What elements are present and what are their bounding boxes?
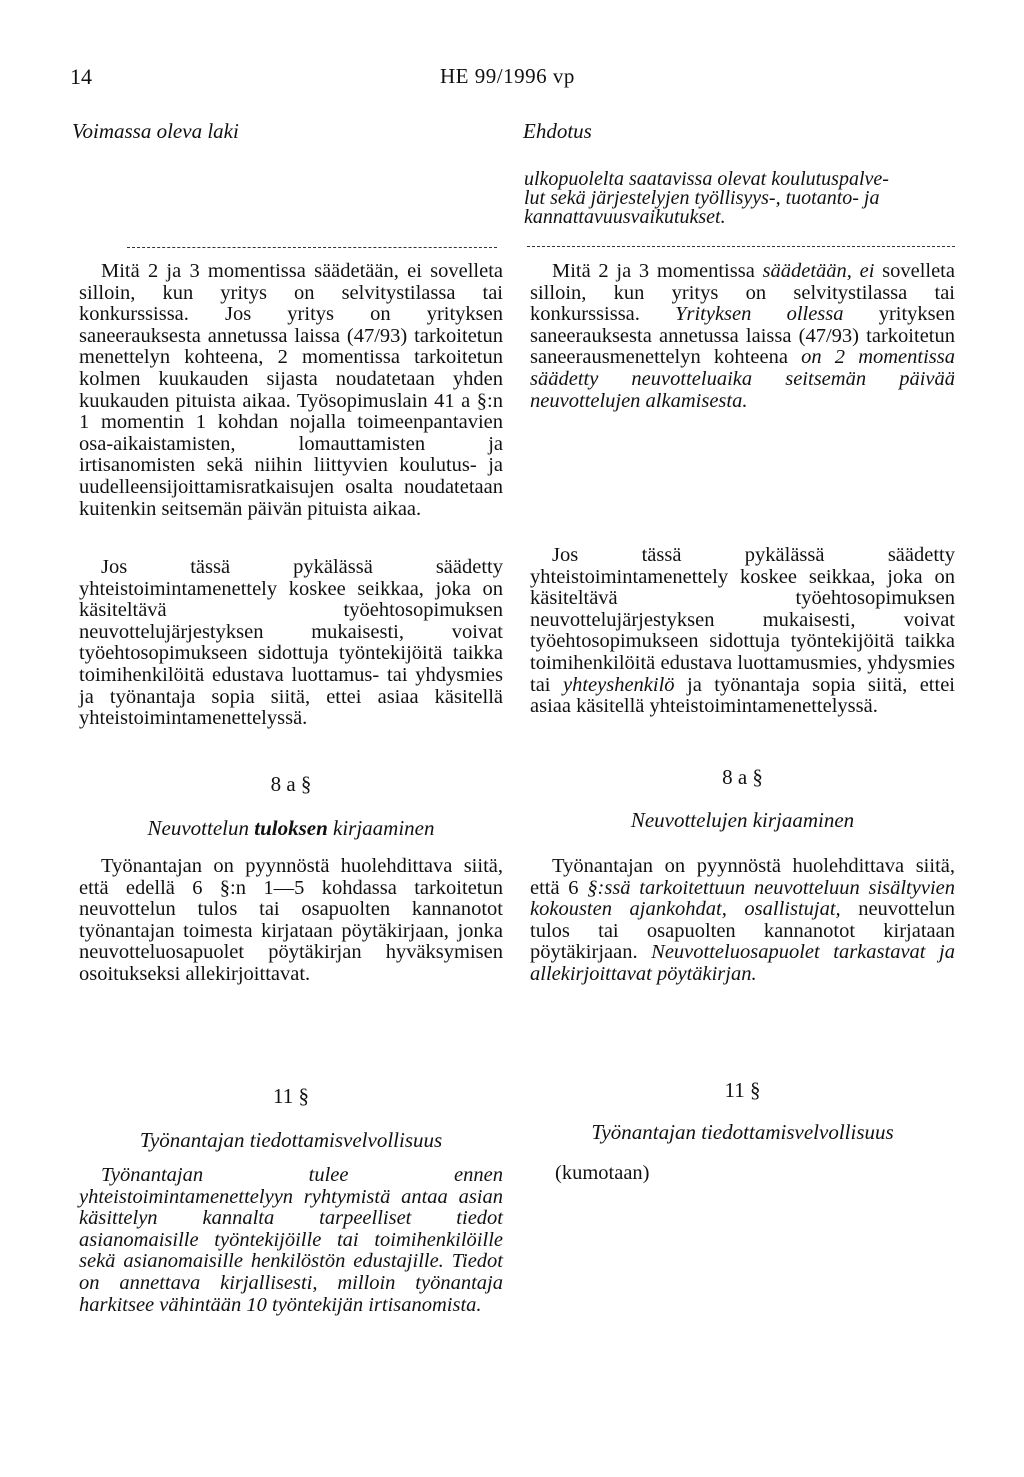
left-section-11-number: 11 § xyxy=(273,1084,309,1108)
left-dashed-separator xyxy=(127,247,497,248)
right-section-8a-title: Neuvottelujen kirjaaminen xyxy=(630,808,855,832)
left-column-heading: Voimassa oleva laki xyxy=(72,119,239,143)
left-section-11-title: Työnantajan tiedottamisvelvollisuus xyxy=(139,1128,443,1152)
left-section-8a-title: Neuvottelun tuloksen kirjaaminen xyxy=(147,816,435,840)
left-section-11-text: Työnantajan tulee ennen yhteistoimintamenettelyyn ryhtymistä antaa asian käsittelyn kannalta tarpeelliset tiedot asianomaisille työntekijöille tai toimihenkilöille sekä asianomaisille henkilöstön edustajille. Tiedot on annettava kirjallisesti, milloin työnantaja harkitsee vähintään 10 työntekijän irtisanomista. xyxy=(79,1164,503,1316)
right-column-heading: Ehdotus xyxy=(523,119,592,143)
right-section-8a-number: 8 a § xyxy=(722,765,763,789)
page-number: 14 xyxy=(70,64,92,89)
right-paragraph-1: Mitä 2 ja 3 momentissa säädetään, ei sovelleta silloin, kun yritys on selvitystilassa tai konkurssissa. Yrityksen ollessa yrityksen saneerauksesta annetussa laissa (47/93) tarkoitetun saneerausmenettelyn kohteena on 2 momentissa säädetty neuvotteluaika seitsemän päivää neuvottelujen alkamisesta. xyxy=(530,260,955,412)
document-code: HE 99/1996 vp xyxy=(440,64,575,88)
left-paragraph-1: Mitä 2 ja 3 momentissa säädetään, ei sovelleta silloin, kun yritys on selvitystilassa tai konkurssissa. Jos yritys on yrityksen saneerauksesta annetussa laissa (47/93) tarkoitetun menettelyn kohteena, 2 momentissa tarkoitetun kolmen kuukauden sijasta noudatetaan yhden kuukauden pituista aikaa. Työsopimuslain 41 a §:n 1 momentin 1 kohdan nojalla toimeenpantavien osa-aikaistamisten, lomauttamisten ja irtisanomisten sekä niihin liittyvien koulutus- ja uudelleensijoittamisratkaisujen osalta noudatetaan kuitenkin seitsemän päivän pituista aikaa. xyxy=(79,260,503,520)
right-continuation-text: ulkopuolelta saatavissa olevat koulutuspalve- lut sekä järjestelyjen työllisyys-, tuotanto- ja kannattavuusvaikutukset. xyxy=(524,168,889,228)
right-section-8a-text: Työnantajan on pyynnöstä huolehdittava siitä, että 6 §:ssä tarkoitettuun neuvotteluun sisältyvien kokousten ajankohdat, osallistujat, neuvottelun tulos tai osapuolten kannanotot kirjataan pöytäkirjaan. Neuvotteluosapuolet tarkastavat ja allekirjoittavat pöytäkirjan. xyxy=(530,855,955,985)
left-section-8a-number: 8 a § xyxy=(270,772,312,796)
left-paragraph-2: Jos tässä pykälässä säädetty yhteistoimintamenettely koskee seikkaa, joka on käsiteltävä työehtosopimuksen neuvottelujärjestyksen mukaisesti, voivat työehtosopimukseen sidottuja työntekijöitä taikka toimihenkilöitä edustava luottamus- tai yhdysmies ja työnantaja sopia siitä, ettei asiaa käsitellä yhteistoimintamenettelyssä. xyxy=(79,556,503,730)
right-section-11-text: (kumotaan) xyxy=(555,1162,650,1184)
right-dashed-separator xyxy=(527,246,955,247)
left-section-8a-text: Työnantajan on pyynnöstä huolehdittava siitä, että edellä 6 §:n 1—5 kohdassa tarkoitetun neuvottelun tulos tai osapuolten kannanotot työnantajan toimesta kirjataan pöytäkirjaan, jonka neuvotteluosapuolet pöytäkirjan hyväksymisen osoitukseksi allekirjoittavat. xyxy=(79,855,503,985)
right-section-11-title: Työnantajan tiedottamisvelvollisuus xyxy=(591,1120,894,1144)
right-paragraph-2: Jos tässä pykälässä säädetty yhteistoimintamenettely koskee seikkaa, joka on käsiteltävä työehtosopimuksen neuvottelujärjestyksen mukaisesti, voivat työehtosopimukseen sidottuja työntekijöitä taikka toimihenkilöitä edustava luottamusmies, yhdysmies tai yhteyshenkilö ja työnantaja sopia siitä, ettei asiaa käsitellä yhteistoimintamenettelyssä. xyxy=(530,544,955,718)
right-section-11-number: 11 § xyxy=(724,1078,761,1102)
